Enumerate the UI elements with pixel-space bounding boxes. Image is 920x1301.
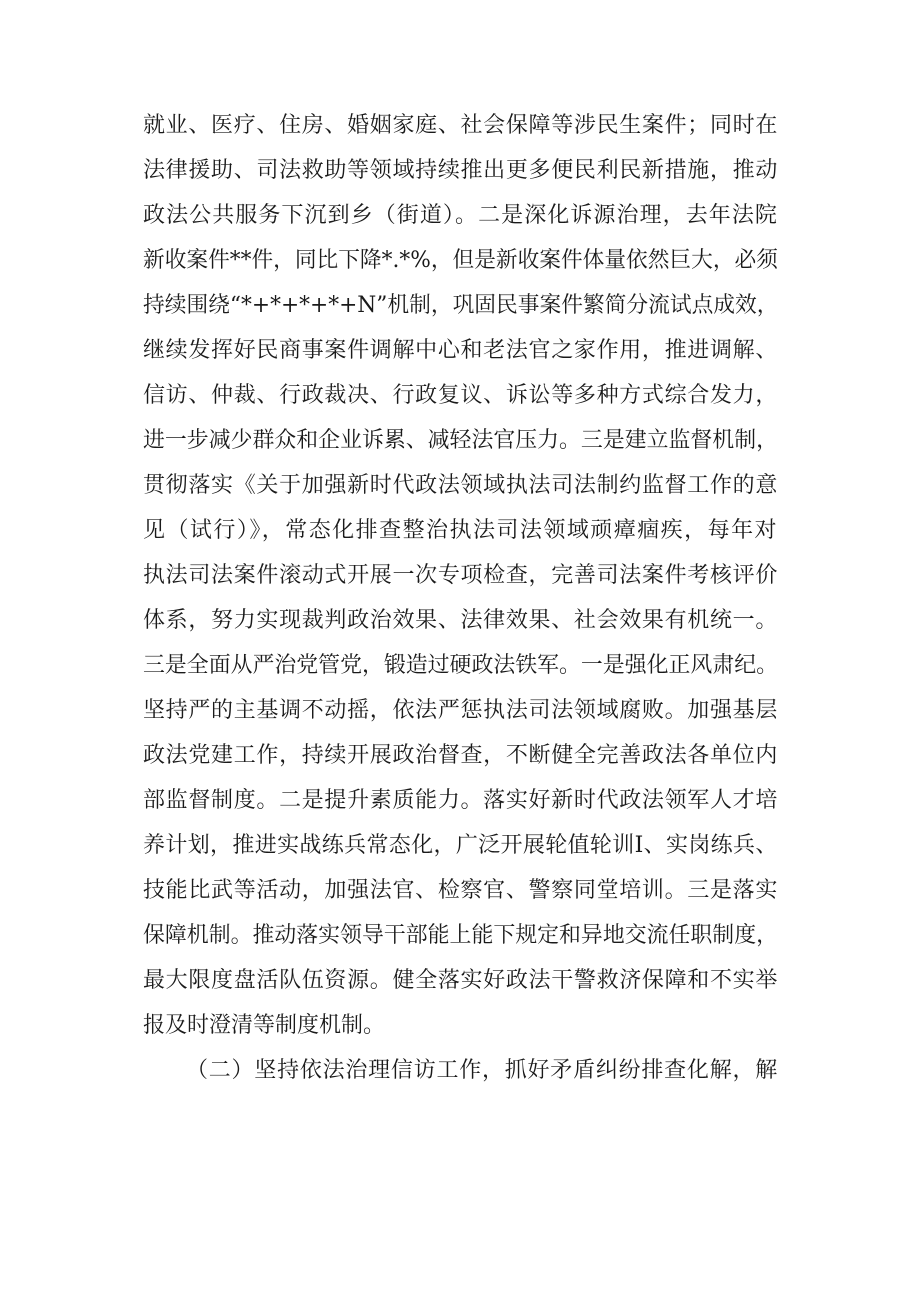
text-line-21: 报及时澄清等制度机制。 bbox=[143, 1013, 386, 1038]
text-line-13: 三是全面从严治党管党，锻造过硬政法铁军。一是强化正风肃纪。 bbox=[143, 653, 779, 678]
text-line-3: 政法公共服务下沉到乡（街道）。二是深化诉源治理，去年法院 bbox=[143, 203, 779, 228]
text-line-12: 体系，努力实现裁判政治效果、法律效果、社会效果有机统一。 bbox=[143, 608, 779, 633]
text-line-19: 保障机制。推动落实领导干部能上能下规定和异地交流任职制度， bbox=[143, 923, 779, 948]
text-line-6: 继续发挥好民商事案件调解中心和老法官之家作用，推进调解、 bbox=[143, 338, 779, 363]
section-heading-line: （二）坚持依法治理信访工作，抓好矛盾纠纷排查化解，解 bbox=[186, 1058, 779, 1083]
text-line-10: 见（试行）》，常态化排查整治执法司法领域顽瘴痼疾，每年对 bbox=[143, 518, 779, 543]
text-line-15: 政法党建工作，持续开展政治督查，不断健全完善政法各单位内 bbox=[143, 743, 779, 768]
text-line-17: 养计划，推进实战练兵常态化，广泛开展轮值轮训I、实岗练兵、 bbox=[143, 833, 778, 858]
text-line-20: 最大限度盘活队伍资源。健全落实好政法干警救济保障和不实举 bbox=[143, 968, 779, 993]
text-line-8: 进一步减少群众和企业诉累、减轻法官压力。三是建立监督机制， bbox=[143, 428, 779, 453]
text-line-16: 部监督制度。二是提升素质能力。落实好新时代政法领军人才培 bbox=[143, 788, 779, 813]
text-line-5: 持续围绕“*+*+*+*+N”机制，巩固民事案件繁简分流试点成效， bbox=[143, 293, 779, 318]
text-line-11: 执法司法案件滚动式开展一次专项检查，完善司法案件考核评价 bbox=[143, 563, 779, 588]
text-line-18: 技能比武等活动，加强法官、检察官、警察同堂培训。三是落实 bbox=[143, 878, 779, 903]
text-line-4: 新收案件**件，同比下降*.*%，但是新收案件体量依然巨大，必须 bbox=[143, 248, 778, 273]
text-line-2: 法律援助、司法救助等领域持续推出更多便民利民新措施，推动 bbox=[143, 158, 779, 183]
text-line-7: 信访、仲裁、行政裁决、行政复议、诉讼等多种方式综合发力， bbox=[143, 383, 779, 408]
text-line-1: 就业、医疗、住房、婚姻家庭、社会保障等涉民生案件；同时在 bbox=[143, 113, 779, 138]
text-line-9: 贯彻落实《关于加强新时代政法领域执法司法制约监督工作的意 bbox=[143, 473, 779, 498]
text-line-14: 坚持严的主基调不动摇，依法严惩执法司法领域腐败。加强基层 bbox=[143, 698, 779, 723]
